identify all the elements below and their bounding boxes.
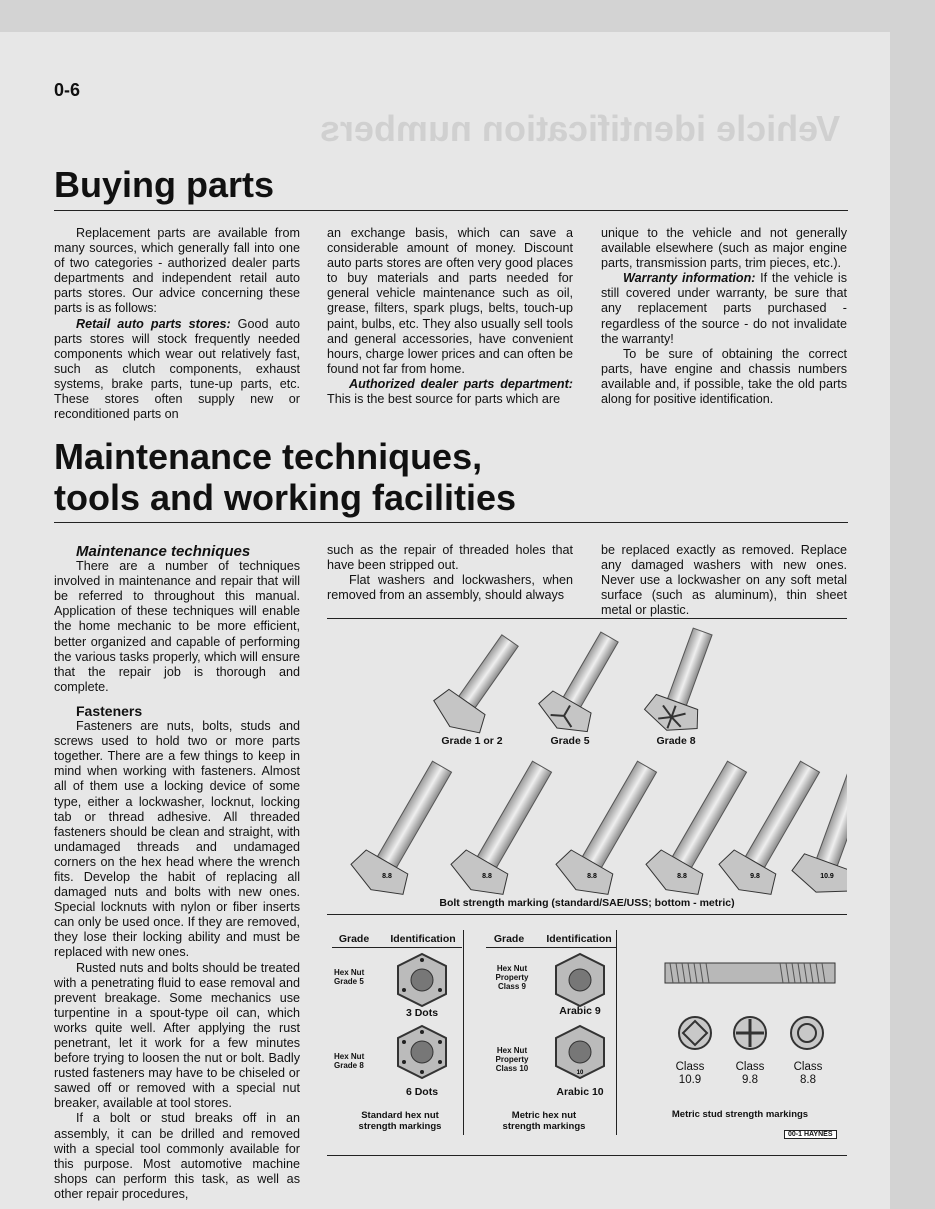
heading-rule [54,210,848,211]
grade-5-label: Grade 5 [550,735,590,747]
col-identification-header: Identification [546,933,612,945]
metric-nut-class9-label: Hex Nut Property Class 9 [495,964,529,991]
buying-col-1 [54,226,300,422]
paragraph: unique to the vehicle and not generally available elsewhere (such as major engine parts, transmission parts, trim pieces, etc.). [601,226,847,271]
grade-1-2-label: Grade 1 or 2 [441,735,503,747]
buying-col-2 [327,226,573,407]
figure-top-rule [327,618,847,619]
std-nut-grade8-label: Hex Nut Grade 8 [334,1052,365,1070]
maintenance-heading-line1: Maintenance techniques, [54,436,483,477]
metric-nut-class9-mark: Arabic 9 [559,1005,601,1017]
metric-mark: 8.8 [587,873,597,880]
bleed-through-heading: Vehicle identification numbers [320,108,841,149]
buying-parts-heading: Buying parts [54,164,275,205]
bolt-caption: Bolt strength marking (standard/SAE/USS; bottom - metric) [439,897,735,909]
paragraph: Replacement parts are available from many sources, which generally fall into one of two categories - authorized dealer parts departments and independent retail auto parts stores. Our advice concerning these parts is as follows: [54,226,300,316]
paragraph: To be sure of obtaining the correct parts, have engine and chassis numbers available and, if possible, take the old parts along for positive identification. [601,346,847,407]
metric-mark: 10.9 [820,873,834,880]
paragraph: be replaced exactly as removed. Replace any damaged washers with new ones. Never use a lockwasher on any soft metal surface (such as aluminum), thin sheet metal or plastic. [601,543,847,618]
col-grade-header: Grade [493,933,525,945]
paragraph: an exchange basis, which can save a considerable amount of money. Discount auto parts stores are often very good places to buy materials and parts needed for general vehicle maintenance such as oil, grease, filters, spark plugs, belts, touch-up paint, bulbs, etc. They also usually sell tools and general accessories, have convenient hours, charge lower prices and can often be found not far from home. [327,226,573,376]
metric-bolt [445,752,568,905]
maintenance-heading-line2: tools and working facilities [54,477,517,518]
std-nut-grade5-label: Hex Nut Grade 5 [334,968,365,986]
col-grade-header: Grade [338,933,370,945]
metric-mark: 8.8 [482,873,492,880]
metric-nut-caption: Metric hex nut strength markings [502,1110,586,1132]
buying-col-3 [601,226,847,407]
paragraph: Fasteners are nuts, bolts, studs and screws used to hold two or more parts together. There are a few things to keep in mind when working with fasteners. Almost all of them use a locking device of some type, either a lockwasher, locknut, locking tab or thread adhesive. All threaded fasteners should be clean and straight, with undamaged threads and undamaged corners on the hex head where the wrench fits. Develop the habit of replacing all damaged nuts and bolts with new ones. Special locknuts with nylon or fiber inserts can only be used once. If they are removed, they lose their locking ability and must be replaced with new ones. [54,719,300,960]
paragraph: If a bolt or stud breaks off in an assembly, it can be drilled and removed with a special tool commonly available for this purpose. Most automotive machine shops can perform this task, as well as other repair procedures, [54,1111,300,1201]
metric-mark: 8.8 [382,873,392,880]
metric-nut-stamp: 10 [576,1070,584,1076]
paragraph: Flat washers and lockwashers, when removed from an assembly, should always [327,573,573,603]
stud-class-10-9: Class 10.9 [675,1061,705,1086]
paragraph: There are a number of techniques involved in maintenance and repair that will be referred to throughout this manual. Application of these techniques will enable the home mechanic to be more efficient, better organized and capable of performing the various tasks properly, which will ensure that the repair job is thorough and complete. [54,559,300,694]
paragraph: Authorized dealer parts department: This is the best source for parts which are [327,376,573,407]
paragraph: Rusted nuts and bolts should be treated with a penetrating fluid to ease removal and prevent breakage. Some mechanics use turpentine in a spout-type oil can, which works quite well. After applying the rust penetrant, let it work for a few minutes before trying to loosen the nut or bolt. Badly rusted fasteners may have to be chiseled or sawed off or removed with a special nut breaker, available at tool stores. [54,960,300,1111]
stud-caption: Metric stud strength markings [671,1109,809,1120]
page-number: 0-6 [54,80,81,100]
metric-nut-class10-mark: Arabic 10 [556,1086,604,1098]
table-header-rule [486,947,616,948]
std-nut-grade8-mark: 6 Dots [405,1086,439,1098]
paragraph: Retail auto parts stores: Good auto parts stores will stock frequently needed components which wear out relatively fast, such as clutch components, exhaust systems, brake parts, tune-up parts, etc. These stores often supply new or reconditioned parts on [54,316,300,422]
subheading-fasteners: Fasteners [76,702,143,719]
subheading-maintenance-techniques: Maintenance techniques [76,543,251,560]
figure-rule [327,914,847,915]
table-divider [463,930,464,1135]
std-nut-caption: Standard hex nut strength markings [358,1110,442,1132]
metric-nut-illustrations [550,952,610,1082]
metric-nut-class10-label: Hex Nut Property Class 10 [495,1046,529,1073]
sae-bolt-grade-5 [533,623,634,742]
haynes-figure-badge: 00-1 HAYNES [784,1130,837,1139]
heading-rule [54,522,848,523]
grade-8-label: Grade 8 [656,735,696,747]
figure-bottom-rule [327,1155,847,1156]
table-header-rule [332,947,462,948]
table-divider [616,930,617,1135]
metric-mark: 9.8 [750,873,760,880]
maintenance-col-1 [54,544,300,1202]
metric-stud-illustration [660,955,840,1065]
stud-class-9-8: Class 9.8 [735,1061,765,1086]
bolt-illustration [327,622,847,910]
sae-bolt-grade-1-2 [427,625,533,743]
paragraph: Warranty information: If the vehicle is still covered under warranty, be sure that any replacement parts purchased - regardless of the source - do not invalidate the warranty! [601,271,847,346]
sae-bolt-grade-8 [640,622,729,740]
stud-class-8-8: Class 8.8 [793,1061,823,1086]
paragraph: such as the repair of threaded holes that have been stripped out. [327,543,573,573]
metric-bolt [550,752,673,905]
maintenance-col-3 [601,543,847,618]
metric-mark: 8.8 [677,873,687,880]
col-identification-header: Identification [390,933,456,945]
maintenance-col-2 [327,543,573,603]
std-nut-grade5-mark: 3 Dots [405,1007,439,1019]
metric-bolt [345,752,468,905]
